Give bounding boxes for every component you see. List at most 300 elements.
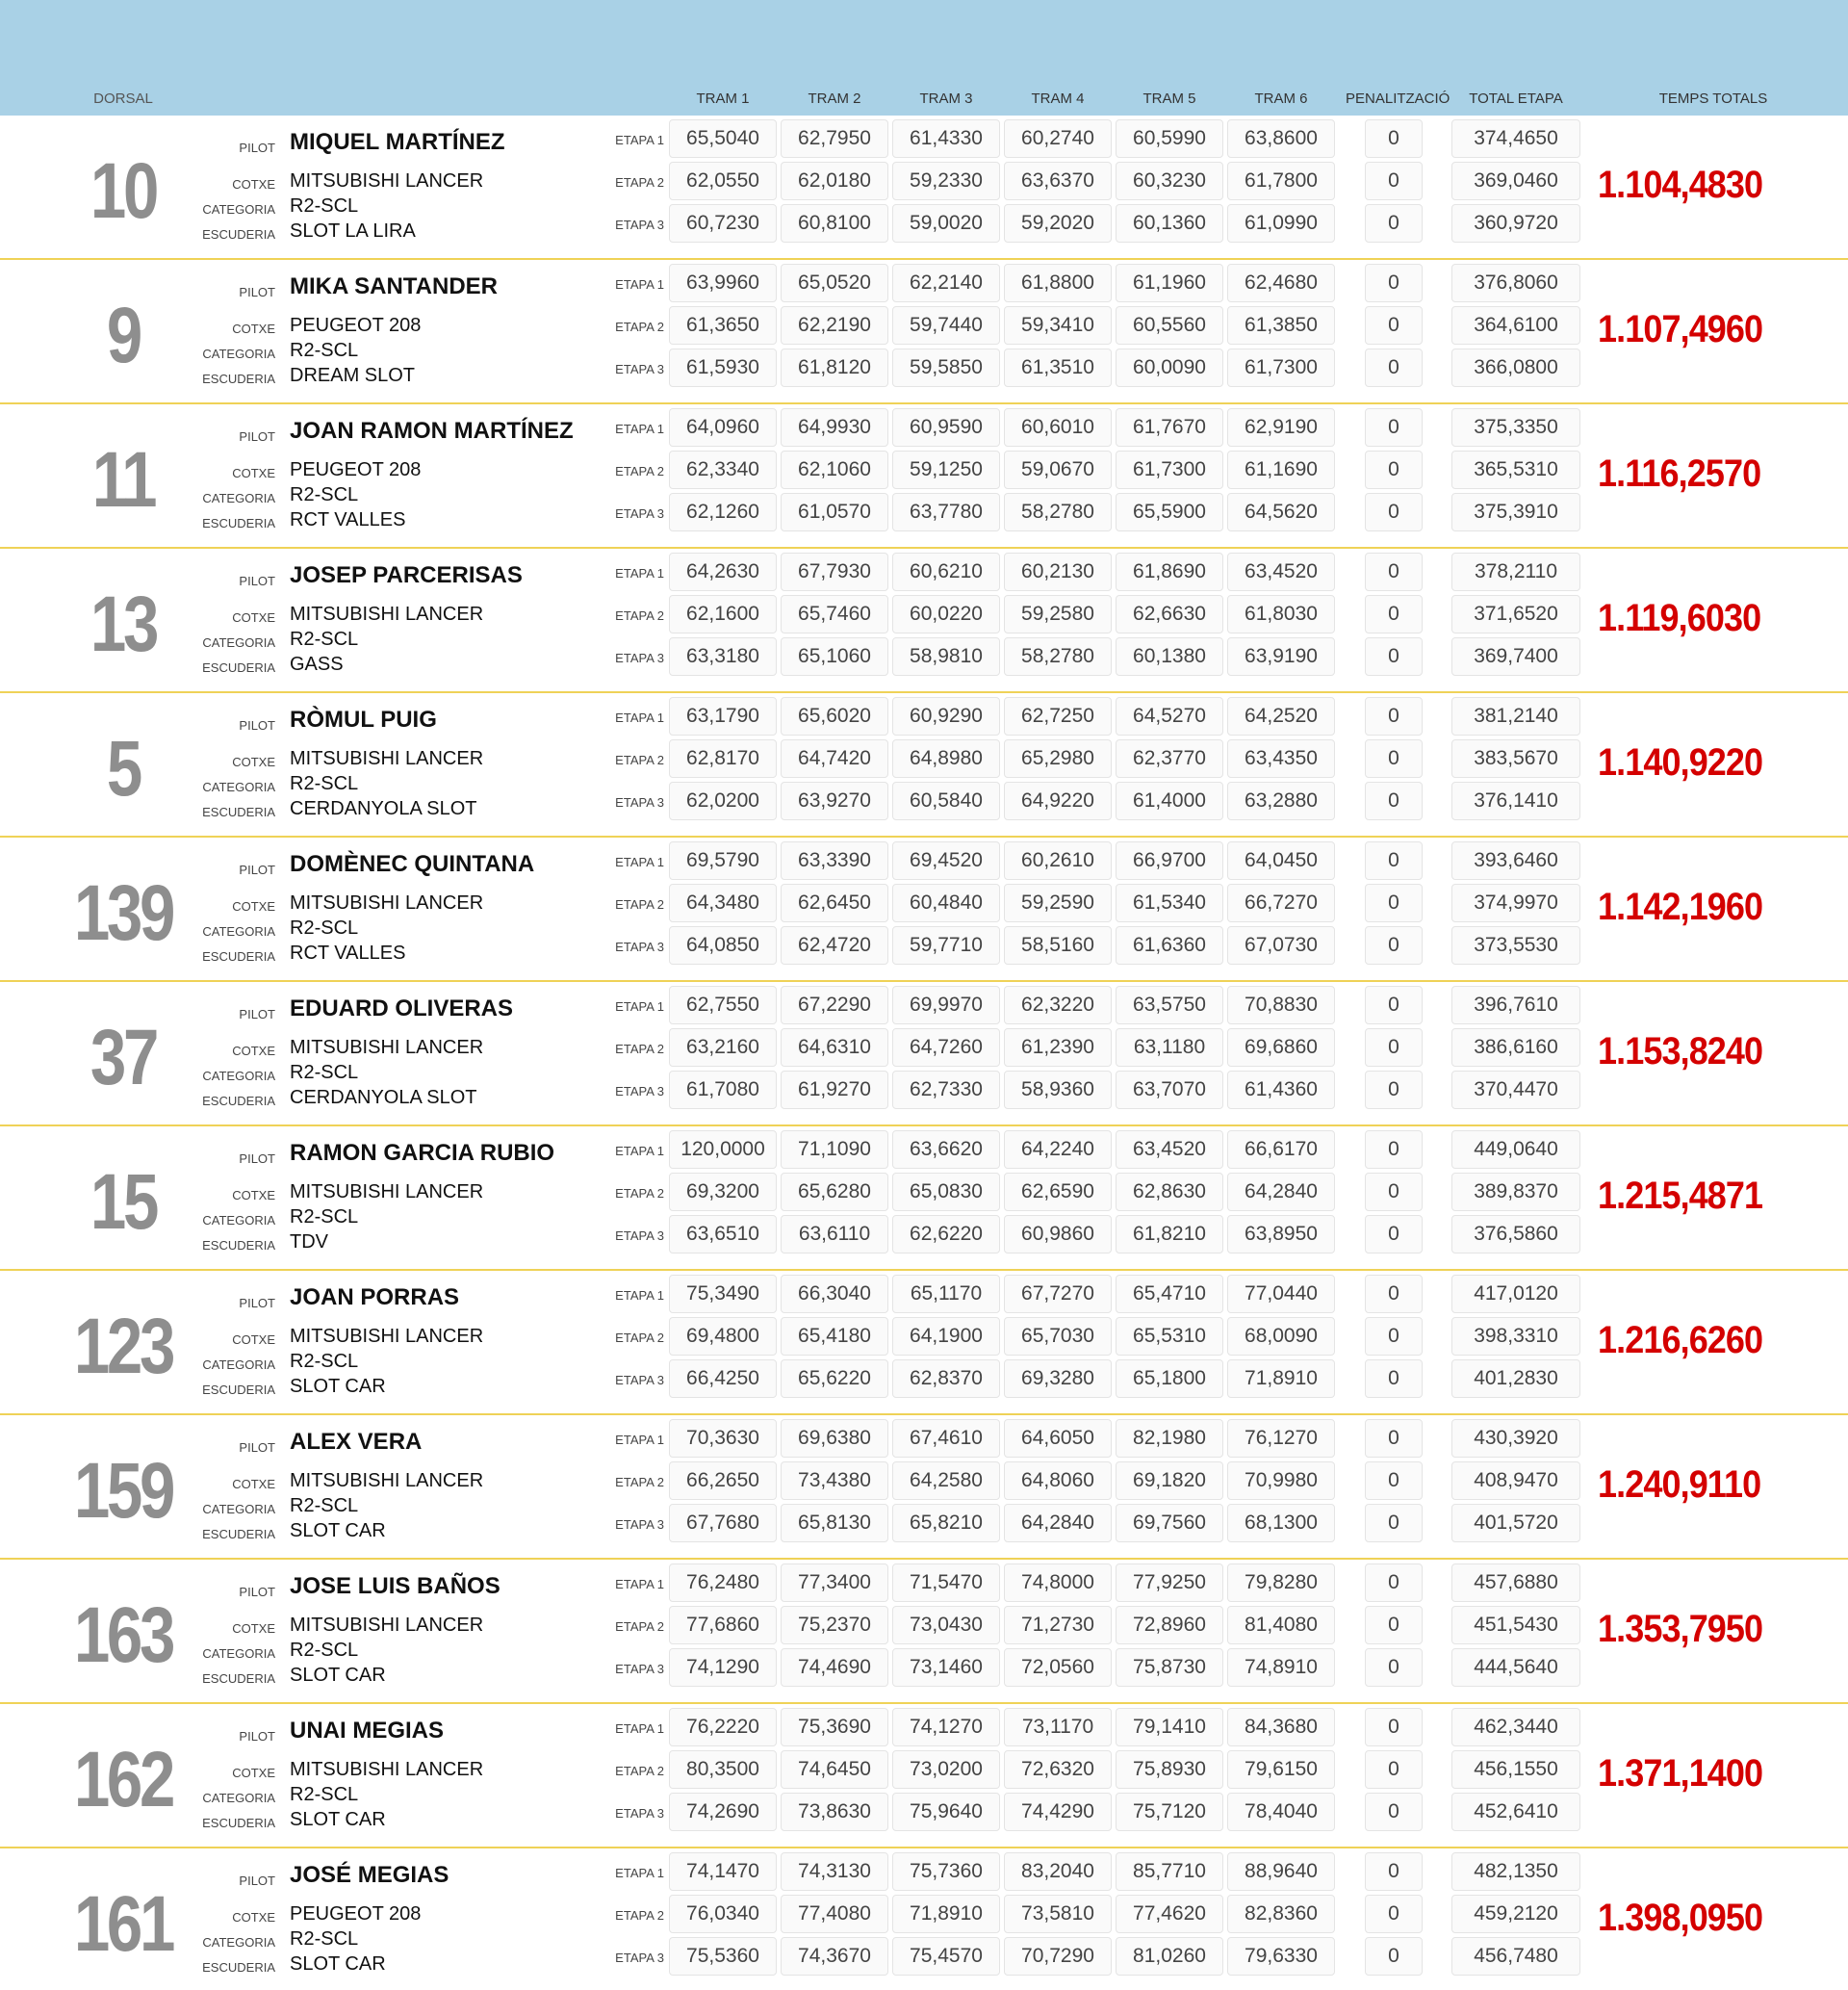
penalty-value: 0 [1365, 1028, 1423, 1067]
tram-2-time: 73,4380 [781, 1461, 888, 1500]
tram-6-time: 64,0450 [1227, 841, 1335, 880]
pilot-label: PILOT [239, 1874, 275, 1888]
tram-1-time: 62,8170 [669, 739, 777, 778]
escuderia-value: TDV [290, 1231, 328, 1253]
tram-5-time: 62,6630 [1116, 595, 1223, 633]
tram-2-time: 74,3130 [781, 1852, 888, 1891]
cotxe-value: MITSUBISHI LANCER [290, 748, 484, 769]
penalty-value: 0 [1365, 451, 1423, 489]
tram-2-time: 66,3040 [781, 1275, 888, 1313]
penalty-value: 0 [1365, 1937, 1423, 1976]
dorsal-number: 9 [106, 292, 141, 379]
tram-4-time: 58,2780 [1004, 637, 1112, 676]
pilot-value: MIKA SANTANDER [290, 273, 498, 299]
escuderia-value: CERDANYOLA SLOT [290, 1087, 477, 1108]
tram-5-time: 65,4710 [1116, 1275, 1223, 1313]
penalty-value: 0 [1365, 264, 1423, 302]
tram-6-time: 61,3850 [1227, 306, 1335, 345]
total-etapa-value: 449,0640 [1451, 1130, 1580, 1169]
total-etapa-value: 393,6460 [1451, 841, 1580, 880]
tram-3-time: 71,5470 [892, 1564, 1000, 1602]
etapa-label: ETAPA 1 [615, 1288, 664, 1303]
tram-2-time: 63,6110 [781, 1215, 888, 1253]
penalty-value: 0 [1365, 595, 1423, 633]
etapa-label: ETAPA 2 [615, 1475, 664, 1489]
tram-6-time: 63,4350 [1227, 739, 1335, 778]
pilot-label: PILOT [239, 1440, 275, 1455]
pilot-label: PILOT [239, 863, 275, 877]
tram-5-time: 77,9250 [1116, 1564, 1223, 1602]
tram-4-time: 62,6590 [1004, 1173, 1112, 1211]
tram-2-time: 65,1060 [781, 637, 888, 676]
total-etapa-value: 386,6160 [1451, 1028, 1580, 1067]
tram-1-time: 63,1790 [669, 697, 777, 736]
tram-4-time: 64,9220 [1004, 782, 1112, 820]
tram-2-time: 61,8120 [781, 349, 888, 387]
tram-5-time: 62,3770 [1116, 739, 1223, 778]
pilot-value: UNAI MEGIAS [290, 1718, 445, 1744]
tram-2-time: 61,9270 [781, 1071, 888, 1109]
tram-5-time: 66,9700 [1116, 841, 1223, 880]
header-tram-2: TRAM 2 [808, 90, 861, 107]
tram-2-time: 64,7420 [781, 739, 888, 778]
categoria-label: CATEGORIA [202, 924, 275, 939]
tram-4-time: 58,2780 [1004, 493, 1112, 531]
tram-1-time: 64,2630 [669, 553, 777, 591]
tram-3-time: 59,0020 [892, 204, 1000, 243]
tram-1-time: 63,6510 [669, 1215, 777, 1253]
total-etapa-value: 364,6100 [1451, 306, 1580, 345]
total-etapa-value: 396,7610 [1451, 986, 1580, 1024]
total-etapa-value: 444,5640 [1451, 1648, 1580, 1687]
tram-1-time: 64,0850 [669, 926, 777, 965]
etapa-label: ETAPA 3 [615, 218, 664, 232]
tram-4-time: 65,7030 [1004, 1317, 1112, 1356]
tram-1-time: 62,1600 [669, 595, 777, 633]
categoria-value: R2-SCL [290, 340, 359, 361]
pilot-label: PILOT [239, 574, 275, 588]
tram-6-time: 64,2520 [1227, 697, 1335, 736]
tram-1-time: 74,1470 [669, 1852, 777, 1891]
tram-2-time: 74,3670 [781, 1937, 888, 1976]
tram-5-time: 81,0260 [1116, 1937, 1223, 1976]
tram-1-time: 74,1290 [669, 1648, 777, 1687]
cotxe-label: COTXE [232, 1621, 275, 1636]
categoria-value: R2-SCL [290, 1206, 359, 1228]
dorsal-number: 37 [90, 1014, 157, 1101]
pilot-value: MIQUEL MARTÍNEZ [290, 129, 505, 155]
table-row [0, 1126, 1848, 1271]
tram-4-time: 71,2730 [1004, 1606, 1112, 1644]
table-row [0, 116, 1848, 260]
tram-6-time: 61,8030 [1227, 595, 1335, 633]
tram-2-time: 73,8630 [781, 1793, 888, 1831]
etapa-label: ETAPA 2 [615, 1908, 664, 1923]
categoria-value: R2-SCL [290, 1351, 359, 1372]
tram-6-time: 61,7300 [1227, 349, 1335, 387]
pilot-label: PILOT [239, 141, 275, 155]
tram-1-time: 75,3490 [669, 1275, 777, 1313]
categoria-value: R2-SCL [290, 1640, 359, 1661]
tram-1-time: 62,1260 [669, 493, 777, 531]
cotxe-label: COTXE [232, 1477, 275, 1491]
temps-totals-value: 1.215,4871 [1598, 1175, 1763, 1217]
tram-5-time: 72,8960 [1116, 1606, 1223, 1644]
tram-6-time: 68,1300 [1227, 1504, 1335, 1542]
categoria-label: CATEGORIA [202, 1357, 275, 1372]
escuderia-value: RCT VALLES [290, 943, 406, 964]
tram-1-time: 74,2690 [669, 1793, 777, 1831]
penalty-value: 0 [1365, 739, 1423, 778]
tram-2-time: 75,2370 [781, 1606, 888, 1644]
table-row [0, 1415, 1848, 1560]
tram-2-time: 75,3690 [781, 1708, 888, 1746]
penalty-value: 0 [1365, 553, 1423, 591]
etapa-label: ETAPA 2 [615, 897, 664, 912]
tram-6-time: 79,6330 [1227, 1937, 1335, 1976]
total-etapa-value: 369,0460 [1451, 162, 1580, 200]
tram-1-time: 75,5360 [669, 1937, 777, 1976]
escuderia-value: DREAM SLOT [290, 365, 416, 386]
cotxe-value: MITSUBISHI LANCER [290, 1759, 484, 1780]
tram-5-time: 60,1380 [1116, 637, 1223, 676]
tram-6-time: 61,0990 [1227, 204, 1335, 243]
tram-6-time: 63,2880 [1227, 782, 1335, 820]
tram-6-time: 63,4520 [1227, 553, 1335, 591]
pilot-label: PILOT [239, 1585, 275, 1599]
tram-3-time: 62,8370 [892, 1359, 1000, 1398]
escuderia-value: RCT VALLES [290, 509, 406, 530]
temps-totals-value: 1.216,6260 [1598, 1319, 1763, 1361]
tram-2-time: 65,4180 [781, 1317, 888, 1356]
tram-2-time: 64,6310 [781, 1028, 888, 1067]
tram-4-time: 74,8000 [1004, 1564, 1112, 1602]
total-etapa-value: 376,5860 [1451, 1215, 1580, 1253]
tram-6-time: 77,0440 [1227, 1275, 1335, 1313]
tram-2-time: 62,6450 [781, 884, 888, 922]
etapa-label: ETAPA 1 [615, 277, 664, 292]
total-etapa-value: 457,6880 [1451, 1564, 1580, 1602]
pilot-value: JOSÉ MEGIAS [290, 1862, 449, 1888]
etapa-label: ETAPA 2 [615, 608, 664, 623]
tram-4-time: 62,3220 [1004, 986, 1112, 1024]
penalty-value: 0 [1365, 1750, 1423, 1789]
escuderia-label: ESCUDERIA [202, 1238, 275, 1253]
header-penalitzacio: PENALITZACIÓ [1346, 90, 1450, 107]
tram-3-time: 60,9590 [892, 408, 1000, 447]
cotxe-label: COTXE [232, 1766, 275, 1780]
table-row [0, 1271, 1848, 1415]
dorsal-number: 163 [73, 1591, 173, 1679]
tram-5-time: 60,5990 [1116, 119, 1223, 158]
table-row [0, 549, 1848, 693]
escuderia-label: ESCUDERIA [202, 949, 275, 964]
tram-1-time: 64,0960 [669, 408, 777, 447]
table-row [0, 1848, 1848, 1990]
dorsal-number: 13 [90, 581, 157, 668]
etapa-label: ETAPA 2 [615, 1186, 664, 1201]
etapa-label: ETAPA 1 [615, 1721, 664, 1736]
tram-3-time: 69,9970 [892, 986, 1000, 1024]
pilot-label: PILOT [239, 1729, 275, 1744]
pilot-label: PILOT [239, 1151, 275, 1166]
temps-totals-value: 1.142,1960 [1598, 886, 1763, 928]
cotxe-value: MITSUBISHI LANCER [290, 892, 484, 914]
tram-2-time: 65,8130 [781, 1504, 888, 1542]
escuderia-value: SLOT CAR [290, 1953, 386, 1975]
penalty-value: 0 [1365, 1071, 1423, 1109]
tram-3-time: 69,4520 [892, 841, 1000, 880]
tram-6-time: 66,6170 [1227, 1130, 1335, 1169]
penalty-value: 0 [1365, 1606, 1423, 1644]
total-etapa-value: 462,3440 [1451, 1708, 1580, 1746]
tram-1-time: 66,4250 [669, 1359, 777, 1398]
categoria-label: CATEGORIA [202, 780, 275, 794]
tram-1-time: 64,3480 [669, 884, 777, 922]
tram-1-time: 61,3650 [669, 306, 777, 345]
cotxe-value: MITSUBISHI LANCER [290, 604, 484, 625]
tram-4-time: 63,6370 [1004, 162, 1112, 200]
header-tram-1: TRAM 1 [696, 90, 750, 107]
etapa-label: ETAPA 2 [615, 1042, 664, 1056]
penalty-value: 0 [1365, 1708, 1423, 1746]
cotxe-label: COTXE [232, 1188, 275, 1202]
tram-5-time: 69,1820 [1116, 1461, 1223, 1500]
tram-4-time: 59,3410 [1004, 306, 1112, 345]
pilot-value: JOSE LUIS BAÑOS [290, 1573, 500, 1599]
tram-6-time: 68,0090 [1227, 1317, 1335, 1356]
tram-3-time: 65,8210 [892, 1504, 1000, 1542]
etapa-label: ETAPA 3 [615, 506, 664, 521]
tram-6-time: 79,6150 [1227, 1750, 1335, 1789]
tram-3-time: 73,0200 [892, 1750, 1000, 1789]
table-row [0, 693, 1848, 838]
tram-2-time: 61,0570 [781, 493, 888, 531]
cotxe-label: COTXE [232, 899, 275, 914]
categoria-label: CATEGORIA [202, 491, 275, 505]
cotxe-value: PEUGEOT 208 [290, 1903, 422, 1925]
tram-1-time: 62,0550 [669, 162, 777, 200]
tram-2-time: 67,7930 [781, 553, 888, 591]
tram-6-time: 67,0730 [1227, 926, 1335, 965]
etapa-label: ETAPA 1 [615, 422, 664, 436]
tram-3-time: 65,0830 [892, 1173, 1000, 1211]
tram-6-time: 74,8910 [1227, 1648, 1335, 1687]
tram-1-time: 62,3340 [669, 451, 777, 489]
escuderia-label: ESCUDERIA [202, 516, 275, 530]
tram-1-time: 76,0340 [669, 1895, 777, 1933]
tram-3-time: 75,9640 [892, 1793, 1000, 1831]
temps-totals-value: 1.353,7950 [1598, 1608, 1763, 1650]
total-etapa-value: 456,1550 [1451, 1750, 1580, 1789]
categoria-value: R2-SCL [290, 1495, 359, 1516]
escuderia-label: ESCUDERIA [202, 1671, 275, 1686]
categoria-value: R2-SCL [290, 195, 359, 217]
tram-2-time: 62,0180 [781, 162, 888, 200]
categoria-label: CATEGORIA [202, 1791, 275, 1805]
tram-3-time: 60,5840 [892, 782, 1000, 820]
tram-2-time: 69,6380 [781, 1419, 888, 1458]
tram-1-time: 63,3180 [669, 637, 777, 676]
header-tram-6: TRAM 6 [1254, 90, 1308, 107]
total-etapa-value: 408,9470 [1451, 1461, 1580, 1500]
categoria-label: CATEGORIA [202, 202, 275, 217]
tram-3-time: 63,6620 [892, 1130, 1000, 1169]
etapa-label: ETAPA 3 [615, 1951, 664, 1965]
tram-5-time: 63,1180 [1116, 1028, 1223, 1067]
escuderia-label: ESCUDERIA [202, 1960, 275, 1975]
penalty-value: 0 [1365, 1895, 1423, 1933]
categoria-value: R2-SCL [290, 1062, 359, 1083]
tram-1-time: 80,3500 [669, 1750, 777, 1789]
total-etapa-value: 383,5670 [1451, 739, 1580, 778]
pilot-label: PILOT [239, 285, 275, 299]
total-etapa-value: 374,4650 [1451, 119, 1580, 158]
tram-5-time: 61,1960 [1116, 264, 1223, 302]
table-row [0, 982, 1848, 1126]
penalty-value: 0 [1365, 697, 1423, 736]
cotxe-value: PEUGEOT 208 [290, 459, 422, 480]
escuderia-value: SLOT CAR [290, 1376, 386, 1397]
categoria-label: CATEGORIA [202, 635, 275, 650]
total-etapa-value: 360,9720 [1451, 204, 1580, 243]
tram-5-time: 85,7710 [1116, 1852, 1223, 1891]
tram-1-time: 61,7080 [669, 1071, 777, 1109]
total-etapa-value: 389,8370 [1451, 1173, 1580, 1211]
tram-5-time: 65,5310 [1116, 1317, 1223, 1356]
tram-6-time: 70,8830 [1227, 986, 1335, 1024]
penalty-value: 0 [1365, 306, 1423, 345]
penalty-value: 0 [1365, 841, 1423, 880]
etapa-label: ETAPA 1 [615, 1433, 664, 1447]
tram-3-time: 61,4330 [892, 119, 1000, 158]
pilot-value: EDUARD OLIVERAS [290, 995, 514, 1021]
total-etapa-value: 401,5720 [1451, 1504, 1580, 1542]
dorsal-number: 159 [73, 1447, 173, 1535]
tram-4-time: 72,6320 [1004, 1750, 1112, 1789]
tram-6-time: 63,8600 [1227, 119, 1335, 158]
total-etapa-value: 452,6410 [1451, 1793, 1580, 1831]
escuderia-label: ESCUDERIA [202, 660, 275, 675]
etapa-label: ETAPA 1 [615, 1577, 664, 1591]
penalty-value: 0 [1365, 1275, 1423, 1313]
tram-2-time: 60,8100 [781, 204, 888, 243]
total-etapa-value: 451,5430 [1451, 1606, 1580, 1644]
escuderia-label: ESCUDERIA [202, 1816, 275, 1830]
tram-5-time: 77,4620 [1116, 1895, 1223, 1933]
etapa-label: ETAPA 1 [615, 855, 664, 869]
pilot-value: DOMÈNEC QUINTANA [290, 851, 535, 877]
tram-1-time: 69,3200 [669, 1173, 777, 1211]
tram-5-time: 61,8690 [1116, 553, 1223, 591]
categoria-label: CATEGORIA [202, 1935, 275, 1950]
penalty-value: 0 [1365, 1648, 1423, 1687]
categoria-value: R2-SCL [290, 773, 359, 794]
tram-4-time: 59,0670 [1004, 451, 1112, 489]
tram-4-time: 65,2980 [1004, 739, 1112, 778]
tram-5-time: 61,7300 [1116, 451, 1223, 489]
tram-3-time: 62,6220 [892, 1215, 1000, 1253]
tram-3-time: 73,0430 [892, 1606, 1000, 1644]
pilot-value: ALEX VERA [290, 1429, 423, 1455]
tram-2-time: 62,7950 [781, 119, 888, 158]
penalty-value: 0 [1365, 162, 1423, 200]
cotxe-value: MITSUBISHI LANCER [290, 1326, 484, 1347]
temps-totals-value: 1.119,6030 [1598, 597, 1761, 639]
total-etapa-value: 378,2110 [1451, 553, 1580, 591]
tram-2-time: 63,3390 [781, 841, 888, 880]
tram-6-time: 63,9190 [1227, 637, 1335, 676]
escuderia-value: SLOT CAR [290, 1809, 386, 1830]
tram-1-time: 69,5790 [669, 841, 777, 880]
tram-4-time: 60,2740 [1004, 119, 1112, 158]
categoria-label: CATEGORIA [202, 1069, 275, 1083]
tram-4-time: 69,3280 [1004, 1359, 1112, 1398]
total-etapa-value: 401,2830 [1451, 1359, 1580, 1398]
tram-6-time: 62,4680 [1227, 264, 1335, 302]
dorsal-number: 139 [73, 869, 173, 957]
tram-6-time: 81,4080 [1227, 1606, 1335, 1644]
tram-3-time: 75,7360 [892, 1852, 1000, 1891]
pilot-value: RAMON GARCIA RUBIO [290, 1140, 555, 1166]
cotxe-label: COTXE [232, 177, 275, 192]
penalty-value: 0 [1365, 926, 1423, 965]
header-tram-5: TRAM 5 [1142, 90, 1196, 107]
categoria-label: CATEGORIA [202, 347, 275, 361]
pilot-value: JOAN PORRAS [290, 1284, 460, 1310]
tram-3-time: 59,7440 [892, 306, 1000, 345]
tram-6-time: 66,7270 [1227, 884, 1335, 922]
escuderia-value: SLOT LA LIRA [290, 220, 416, 242]
categoria-label: CATEGORIA [202, 1502, 275, 1516]
tram-2-time: 65,0520 [781, 264, 888, 302]
pilot-value: JOAN RAMON MARTÍNEZ [290, 418, 574, 444]
temps-totals-value: 1.140,9220 [1598, 741, 1763, 784]
tram-6-time: 70,9980 [1227, 1461, 1335, 1500]
penalty-value: 0 [1365, 637, 1423, 676]
etapa-label: ETAPA 3 [615, 795, 664, 810]
total-etapa-value: 366,0800 [1451, 349, 1580, 387]
tram-5-time: 75,8930 [1116, 1750, 1223, 1789]
tram-1-time: 67,7680 [669, 1504, 777, 1542]
tram-6-time: 71,8910 [1227, 1359, 1335, 1398]
escuderia-label: ESCUDERIA [202, 1383, 275, 1397]
tram-4-time: 61,8800 [1004, 264, 1112, 302]
tram-3-time: 67,4610 [892, 1419, 1000, 1458]
tram-6-time: 63,8950 [1227, 1215, 1335, 1253]
tram-5-time: 64,5270 [1116, 697, 1223, 736]
escuderia-value: GASS [290, 654, 344, 675]
dorsal-number: 5 [106, 725, 141, 813]
tram-3-time: 65,1170 [892, 1275, 1000, 1313]
tram-5-time: 63,5750 [1116, 986, 1223, 1024]
tram-6-time: 64,5620 [1227, 493, 1335, 531]
cotxe-label: COTXE [232, 1044, 275, 1058]
tram-3-time: 59,7710 [892, 926, 1000, 965]
header-tram-4: TRAM 4 [1031, 90, 1085, 107]
tram-4-time: 60,9860 [1004, 1215, 1112, 1253]
tram-2-time: 77,4080 [781, 1895, 888, 1933]
pilot-value: RÒMUL PUIG [290, 707, 437, 733]
tram-1-time: 61,5930 [669, 349, 777, 387]
tram-6-time: 64,2840 [1227, 1173, 1335, 1211]
total-etapa-value: 375,3910 [1451, 493, 1580, 531]
cotxe-value: MITSUBISHI LANCER [290, 170, 484, 192]
total-etapa-value: 371,6520 [1451, 595, 1580, 633]
cotxe-label: COTXE [232, 1910, 275, 1925]
total-etapa-value: 365,5310 [1451, 451, 1580, 489]
categoria-label: CATEGORIA [202, 1213, 275, 1228]
